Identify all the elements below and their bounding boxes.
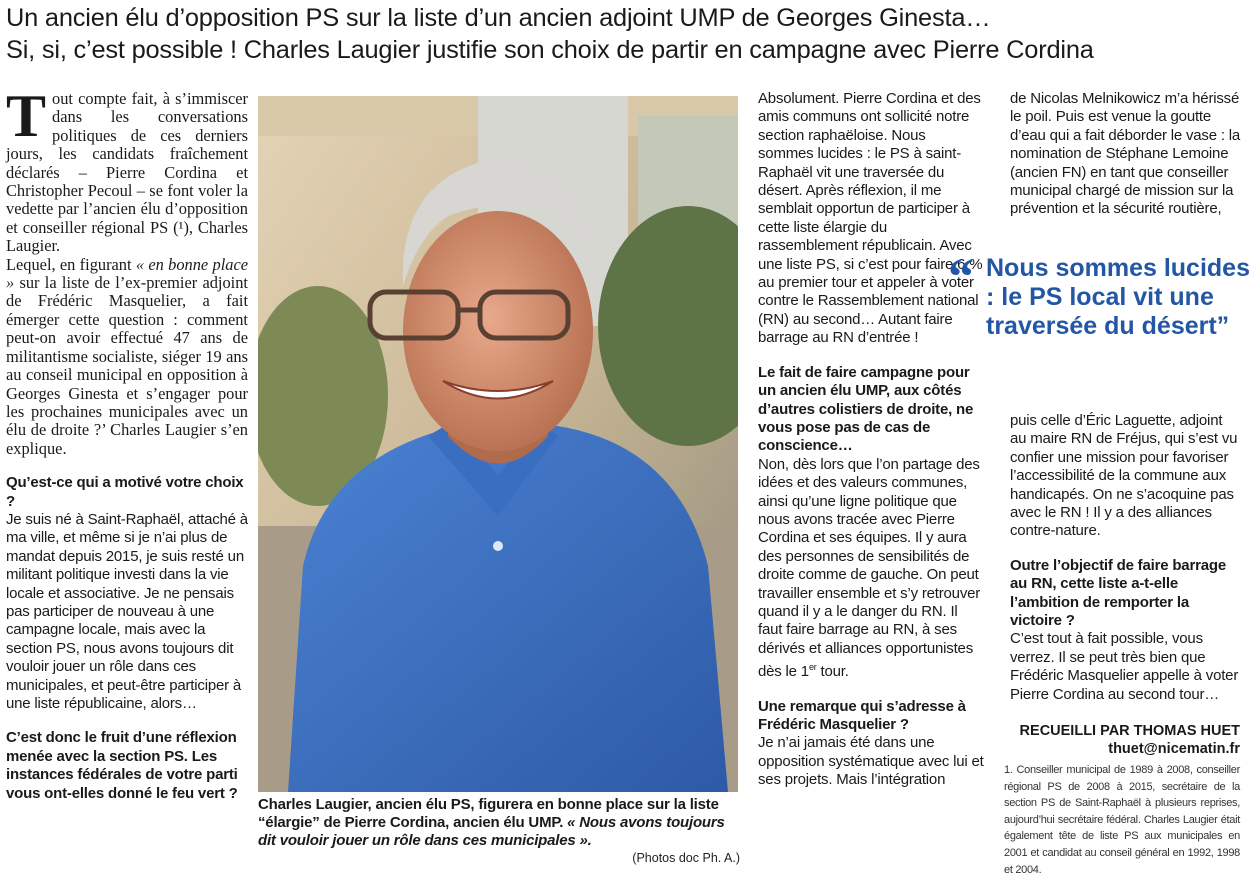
author-email[interactable]: thuet@nicematin.fr	[1108, 741, 1240, 757]
answer-4-continued: de Nicolas Melnikowicz m’a hérissé le poil. Puis est venue la goutte d’eau qui a fait déborder le vase : la nomination de Stéphane Lemoine (ancien FN) en tant que conseiller municipal chargé de mission sur la prévention et la sécurité routière,	[1010, 90, 1241, 218]
photo-credit: (Photos doc Ph. A.)	[632, 851, 740, 865]
answer-4: Je n’ai jamais été dans une opposition systématique avec lui et ses projets. Mais l’intégration	[758, 734, 984, 789]
answer-5: C’est tout à fait possible, vous verrez. Il se peut très bien que Frédéric Masquelier appelle à voter Pierre Cordina au second tour…	[1010, 630, 1239, 703]
portrait-illustration	[258, 96, 738, 792]
byline: RECUEILLI PAR THOMAS HUET	[1019, 723, 1240, 739]
question-5: Outre l’objectif de faire barrage au RN, cette liste a-t-elle l’ambition de remporter la victoire ?	[1010, 556, 1226, 630]
answer-2: Absolument. Pierre Cordina et des amis communs ont sollicité notre section raphaëloise. Nous sommes lucides : le PS à saint-Raphaël vit une traversée du désert. Après réflexion, il me semblait opportun de participer à cette liste élargie du rassemblement républicain. Avec une liste PS, si c’est pour faire 6 % au premier tour et appeler à voter contre le Rassemblement national (RN) au second… Autant faire barrage au RN d’entrée !	[758, 90, 983, 347]
pull-quote: “ Nous sommes lucides : le PS local vit une traversée du désert”	[948, 249, 1250, 340]
signature-block	[1004, 722, 1240, 878]
question-2: C’est donc le fruit d’une réflexion menée avec la section PS. Les instances fédérales de votre parti vous ont-elles donné le feu vert ?	[6, 729, 238, 802]
intro-paragraph-2: Lequel, en figurant « en bonne place » sur la liste de l’ex-premier adjoint de Frédéric Masquelier, a fait émerger cette question : comment peut-on avoir effectué 47 ans de militantisme socialiste, siéger 19 ans au conseil municipal en opposition à Georges Ginesta et s’engager pour les prochaines municipales avec un élu de droite ?’ Charles Laugier s’en explique.	[6, 254, 248, 458]
headline-line-1: Un ancien élu d’opposition PS sur la liste d’un ancien adjoint UMP de Georges Ginesta…	[6, 4, 991, 32]
answer-1: Je suis né à Saint-Raphaël, attaché à ma ville, et même si je n’ai plus de mandat depuis 2015, je suis resté un militant politique investi dans la vie locale et associative. Je ne pensais pas participer de nouveau à une campagne locale, mais avec la section PS, nous avons toujours dit vouloir jouer un rôle dans ces municipales, et peut-être participer à une liste républicaine, alors…	[6, 510, 248, 712]
headline	[6, 2, 1251, 66]
footnote: 1. Conseiller municipal de 1989 à 2008, conseiller régional PS de 2008 à 2015, secrétaire de la section PS de Saint-Raphaël à plusieurs reprises, aujourd’hui secrétaire fédéral. Charles Laugier était également tête de liste PS aux municipales en 2001 et candidat au conseil général en 1992, 1998 et 2004.	[1004, 764, 1240, 876]
answer-4-continued-2: puis celle d’Éric Laguette, adjoint au maire RN de Fréjus, qui s’est vu confier une mission pour favoriser l’accessibilité de la commune aux handicapés. On ne s’acoquine pas avec le RN ! Il y a des alliances contre-nature.	[1010, 412, 1238, 540]
question-1: Qu’est-ce qui a motivé votre choix ?	[6, 474, 244, 510]
question-4: Une remarque qui s’adresse à Frédéric Masquelier ?	[758, 697, 966, 733]
answer-3: Non, dès lors que l’on partage des idées et des valeurs communes, ainsi qu’une ligne politique que nous avons tracée avec Pierre Cordina et ses équipes. Il y aura des personnes de sensibilités de droite comme de gauche. On peut travailler ensemble et s’y retrouver quand il y a le danger du RN. Il faut faire barrage au RN, à ses dérivés et alliances opportunistes dès le 1er tour.	[758, 455, 981, 681]
question-3: Le fait de faire campagne pour un ancien élu UMP, aux côtés d’autres colistiers de droite, ne vous pose pas de cas de conscience…	[758, 363, 974, 455]
headline-line-2: Si, si, c’est possible ! Charles Laugier justifie son choix de partir en campagne avec Pierre Cordina	[6, 36, 1094, 64]
column-4-bottom	[1010, 412, 1242, 704]
quote-mark-icon: “	[948, 249, 974, 306]
column-3	[758, 90, 984, 790]
photo-caption: Charles Laugier, ancien élu PS, figurera en bonne place sur la liste “élargie” de Pierre Cordina, ancien élu UMP. « Nous avons toujours dit vouloir jouer un rôle dans ces municipales ».	[258, 796, 725, 849]
intro-paragraph: Tout compte fait, à s’immiscer dans les conversations politiques de ces derniers jours, les candidats fraîchement déclarés – Pierre Cordina et Christopher Pecoul – se font voler la vedette par l’ancien élu d’opposition et conseiller régional PS (¹), Charles Laugier.	[6, 83, 248, 256]
drop-cap: T	[6, 83, 47, 149]
column-4-top	[1010, 90, 1242, 219]
column-1	[6, 83, 248, 803]
portrait-photo	[258, 96, 738, 792]
